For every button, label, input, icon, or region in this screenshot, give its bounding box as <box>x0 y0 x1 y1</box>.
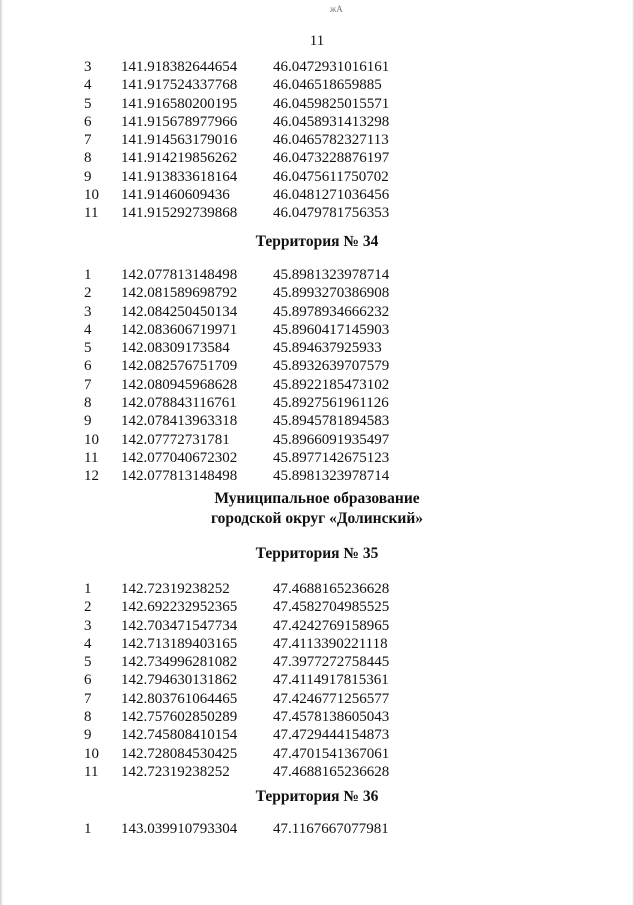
coordinate-table-continued <box>0 58 634 223</box>
longitude-value: 141.914563179016 <box>121 132 238 149</box>
table-row <box>0 412 634 430</box>
point-index: 11 <box>84 449 99 466</box>
latitude-value: 45.8977142675123 <box>273 449 390 466</box>
territory-35-table <box>0 580 634 781</box>
latitude-value: 47.1167667077981 <box>273 821 389 837</box>
table-row <box>0 467 634 485</box>
longitude-value: 142.078843116761 <box>121 395 237 412</box>
longitude-value: 142.082576751709 <box>121 358 238 375</box>
latitude-value: 47.4113390221118 <box>273 635 388 652</box>
longitude-value: 142.734996281082 <box>121 654 238 671</box>
table-row <box>0 266 634 284</box>
latitude-value: 47.4242769158965 <box>273 617 390 634</box>
point-index: 2 <box>84 285 92 302</box>
longitude-value: 142.077813148498 <box>121 468 238 485</box>
point-index: 12 <box>84 468 99 485</box>
point-index: 1 <box>84 821 92 837</box>
longitude-value: 142.080945968628 <box>121 376 238 393</box>
table-row <box>0 820 634 838</box>
territory-34-table <box>0 266 634 486</box>
table-row <box>0 339 634 357</box>
latitude-value: 47.4688165236628 <box>273 763 390 780</box>
longitude-value: 141.916580200195 <box>121 95 238 112</box>
latitude-value: 45.8978934666232 <box>273 303 390 320</box>
longitude-value: 141.913833618164 <box>121 168 238 185</box>
table-row <box>0 653 634 671</box>
point-index: 10 <box>84 745 99 762</box>
point-index: 7 <box>84 376 92 393</box>
latitude-value: 47.4578138605043 <box>273 709 390 726</box>
longitude-value: 141.918382644654 <box>121 59 238 75</box>
point-index: 8 <box>84 150 92 167</box>
longitude-value: 142.72319238252 <box>121 763 230 780</box>
municipality-heading <box>0 489 634 529</box>
latitude-value: 47.4688165236628 <box>273 581 390 597</box>
table-row <box>0 376 634 394</box>
point-index: 6 <box>84 113 92 130</box>
point-index: 9 <box>84 168 92 185</box>
table-row <box>0 284 634 302</box>
longitude-value: 142.084250450134 <box>121 303 238 320</box>
point-index: 9 <box>84 413 92 430</box>
longitude-value: 142.083606719971 <box>121 321 238 338</box>
latitude-value: 46.0465782327113 <box>273 132 389 149</box>
point-index: 3 <box>84 617 92 634</box>
territory-36-table <box>0 820 634 838</box>
table-row <box>0 635 634 653</box>
point-index: 8 <box>84 395 92 412</box>
table-row <box>0 303 634 321</box>
municipality-line-2: городской округ «Долинский» <box>210 510 424 527</box>
point-index: 6 <box>84 358 92 375</box>
municipality-line-1: Муниципальное образование <box>214 490 420 507</box>
latitude-value: 47.4114917815361 <box>273 672 389 689</box>
latitude-value: 46.046518659885 <box>273 77 382 94</box>
latitude-value: 46.0458931413298 <box>273 113 390 130</box>
territory-35-heading: Территория № 35 <box>255 545 379 562</box>
longitude-value: 142.713189403165 <box>121 635 238 652</box>
table-row <box>0 149 634 167</box>
latitude-value: 46.0481271036456 <box>273 187 390 204</box>
table-row <box>0 708 634 726</box>
table-row <box>0 168 634 186</box>
longitude-value: 141.914219856262 <box>121 150 238 167</box>
latitude-value: 45.8981323978714 <box>273 468 390 485</box>
longitude-value: 142.745808410154 <box>121 727 238 744</box>
point-index: 5 <box>84 340 92 357</box>
table-row <box>0 690 634 708</box>
longitude-value: 142.757602850289 <box>121 709 238 726</box>
point-index: 3 <box>84 59 92 75</box>
table-row <box>0 745 634 763</box>
table-row <box>0 598 634 616</box>
latitude-value: 45.8966091935497 <box>273 431 390 448</box>
point-index: 7 <box>84 690 92 707</box>
table-row <box>0 763 634 781</box>
latitude-value: 45.894637925933 <box>273 340 382 357</box>
territory-34-heading: Территория № 34 <box>255 233 379 250</box>
longitude-value: 142.72319238252 <box>121 581 230 597</box>
table-row <box>0 580 634 598</box>
point-index: 5 <box>84 654 92 671</box>
point-index: 1 <box>84 581 92 597</box>
point-index: 5 <box>84 95 92 112</box>
table-row <box>0 394 634 412</box>
territory-36-heading: Территория № 36 <box>255 788 379 805</box>
longitude-value: 141.917524337768 <box>121 77 238 94</box>
longitude-value: 141.915678977966 <box>121 113 238 130</box>
longitude-value: 142.728084530425 <box>121 745 238 762</box>
longitude-value: 141.915292739868 <box>121 205 238 222</box>
latitude-value: 45.8932639707579 <box>273 358 390 375</box>
table-row <box>0 58 634 76</box>
table-row <box>0 431 634 449</box>
point-index: 10 <box>84 187 99 204</box>
table-row <box>0 76 634 94</box>
point-index: 7 <box>84 132 92 149</box>
latitude-value: 46.0475611750702 <box>273 168 389 185</box>
longitude-value: 141.91460609436 <box>121 187 230 204</box>
point-index: 9 <box>84 727 92 744</box>
table-row <box>0 671 634 689</box>
latitude-value: 46.0479781756353 <box>273 205 390 222</box>
latitude-value: 46.0459825015571 <box>273 95 390 112</box>
longitude-value: 142.692232952365 <box>121 599 238 616</box>
point-index: 2 <box>84 599 92 616</box>
point-index: 11 <box>84 205 99 222</box>
latitude-value: 46.0473228876197 <box>273 150 390 167</box>
latitude-value: 47.4729444154873 <box>273 727 390 744</box>
point-index: 4 <box>84 635 92 652</box>
latitude-value: 45.8960417145903 <box>273 321 390 338</box>
table-row <box>0 617 634 635</box>
point-index: 6 <box>84 672 92 689</box>
latitude-value: 45.8945781894583 <box>273 413 390 430</box>
latitude-value: 45.8927561961126 <box>273 395 389 412</box>
latitude-value: 45.8981323978714 <box>273 267 390 283</box>
table-row <box>0 726 634 744</box>
latitude-value: 45.8922185473102 <box>273 376 390 393</box>
longitude-value: 142.078413963318 <box>121 413 238 430</box>
longitude-value: 142.794630131862 <box>121 672 238 689</box>
latitude-value: 47.4701541367061 <box>273 745 390 762</box>
latitude-value: 47.3977272758445 <box>273 654 390 671</box>
latitude-value: 47.4582704985525 <box>273 599 390 616</box>
point-index: 4 <box>84 321 92 338</box>
table-row <box>0 113 634 131</box>
point-index: 4 <box>84 77 92 94</box>
table-row <box>0 131 634 149</box>
table-row <box>0 204 634 222</box>
latitude-value: 46.0472931016161 <box>273 59 390 75</box>
point-index: 3 <box>84 303 92 320</box>
scan-mark: жА <box>330 4 343 14</box>
latitude-value: 45.8993270386908 <box>273 285 390 302</box>
table-row <box>0 449 634 467</box>
latitude-value: 47.4246771256577 <box>273 690 390 707</box>
page-number: 11 <box>309 33 325 49</box>
table-row <box>0 357 634 375</box>
longitude-value: 142.803761064465 <box>121 690 238 707</box>
table-row <box>0 95 634 113</box>
longitude-value: 142.08309173584 <box>121 340 230 357</box>
longitude-value: 142.07772731781 <box>121 431 230 448</box>
longitude-value: 142.081589698792 <box>121 285 238 302</box>
table-row <box>0 321 634 339</box>
point-index: 11 <box>84 763 99 780</box>
longitude-value: 143.039910793304 <box>121 821 238 837</box>
point-index: 8 <box>84 709 92 726</box>
point-index: 1 <box>84 267 92 283</box>
table-row <box>0 186 634 204</box>
longitude-value: 142.703471547734 <box>121 617 238 634</box>
point-index: 10 <box>84 431 99 448</box>
longitude-value: 142.077813148498 <box>121 267 238 283</box>
longitude-value: 142.077040672302 <box>121 449 238 466</box>
